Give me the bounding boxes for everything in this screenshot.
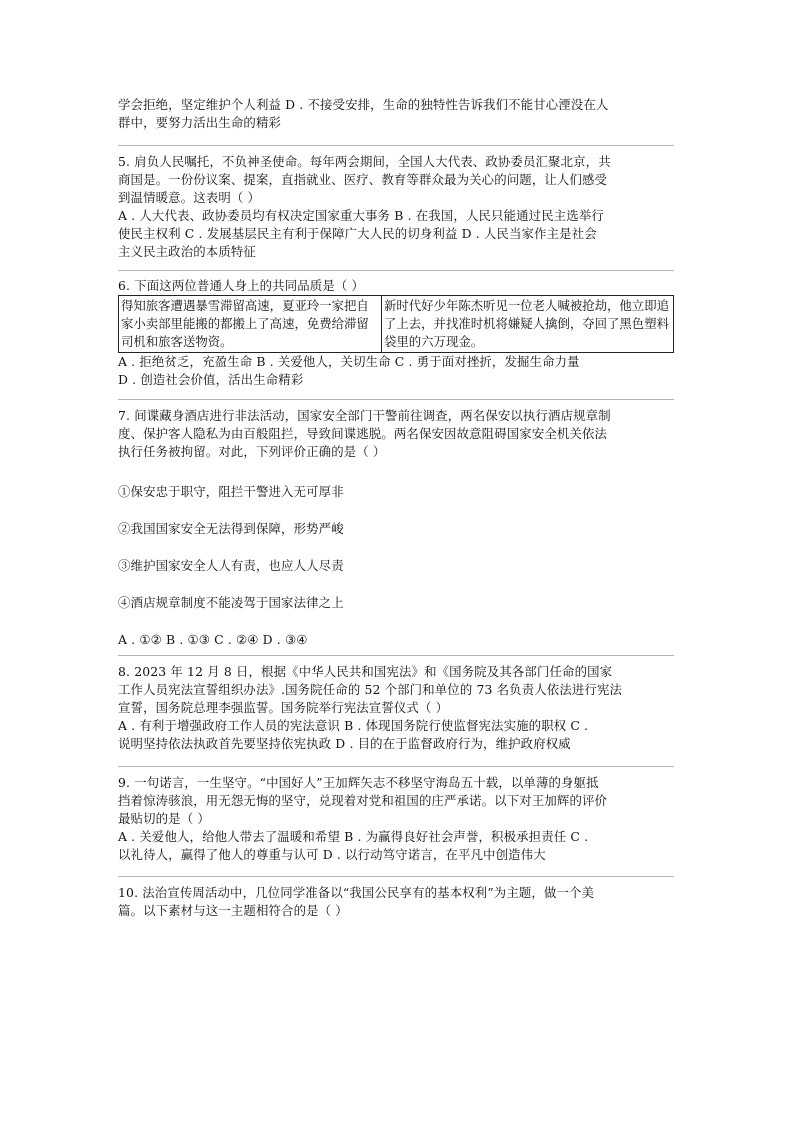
- q10-stem-line-2: 篇。以下素材与这一主题相符合的是（ ）: [118, 903, 348, 918]
- question-divider: [118, 766, 674, 767]
- q6-material-right: 新时代好少年陈杰听见一位老人喊被抢劫，他立即追了上去，并找准时机将嫌疑人擒倒，夺回了黑色塑料袋里的六万现金。: [382, 296, 674, 353]
- q5-options-line-3: 主义民主政治的本质特征: [118, 244, 256, 259]
- q6-material-left: 得知旅客遭遇暴雪滞留高速，夏亚玲一家把自家小卖部里能搬的都搬上了高速，免费给滞留司机和旅客送物资。: [119, 296, 382, 353]
- q9-stem-line-1: 9. 一句诺言，一生坚守。“中国好人”王加辉矢志不移坚守海岛五十载，以单薄的身躯抵: [118, 775, 599, 790]
- q9-options-line-1: A . 关爱他人，给他人带去了温暖和希望 B . 为赢得良好社会声誉，积极承担责任 C .: [118, 829, 589, 844]
- q7-stem-line-2: 度、保护客人隐私为由百般阻拦，导致间谍逃脱。两名保安因故意阻碍国家安全机关依法: [118, 426, 608, 441]
- q6-material-table: [118, 295, 674, 353]
- q8-options-line-1: A . 有利于增强政府工作人员的宪法意识 B . 体现国务院行使监督宪法实施的职权 C .: [118, 718, 589, 733]
- q6-options-line-2: D . 创造社会价值，活出生命精彩: [118, 372, 304, 387]
- q5-options-line-2: 使民主权利 C . 发展基层民主有利于保障广大人民的切身利益 D . 人民当家作主是社会: [118, 226, 597, 241]
- q7-stem-line-3: 执行任务被拘留。对此，下列评价正确的是（ ）: [118, 444, 386, 459]
- q8-stem-line-2: 工作人员宪法宣誓组织办法》.国务院任命的 52 个部门和单位的 73 名负责人依法进行宪法: [118, 682, 623, 697]
- question-8: [118, 663, 674, 753]
- q6-options-line-1: A . 拒绝贫乏，充盈生命 B . 关爱他人，关切生命 C . 勇于面对挫折，发掘生命力量: [118, 354, 580, 369]
- question-divider: [118, 270, 674, 271]
- q7-item-2: ②我国国家安全无法得到保障，形势严峻: [118, 521, 344, 536]
- question-divider: [118, 399, 674, 400]
- q5-stem-line-3: 到温情暖意。这表明（ ）: [118, 190, 261, 205]
- q4-option-line-1: 学会拒绝，坚定维护个人利益 D . 不接受安排，生命的独特性告诉我们不能甘心湮没在人: [118, 97, 609, 112]
- question-divider: [118, 145, 674, 146]
- q7-item-4: ④酒店规章制度不能凌驾于国家法律之上: [118, 595, 344, 610]
- question-6: [118, 277, 674, 389]
- q7-item-1: ①保安忠于职守，阻拦干警进入无可厚非: [118, 484, 344, 499]
- q8-stem-line-3: 宣誓，国务院总理李强监誓。国务院举行宪法宣誓仪式（ ）: [118, 700, 449, 715]
- question-9: [118, 774, 674, 864]
- q5-stem-line-1: 5. 肩负人民嘱托，不负神圣使命。每年两会期间，全国人大代表、政协委员汇聚北京，共: [118, 154, 611, 169]
- q7-item-3: ③维护国家安全人人有责，也应人人尽责: [118, 558, 344, 573]
- question-4-tail: [118, 96, 674, 132]
- q6-stem: 6. 下面这两位普通人身上的共同品质是（ ）: [118, 278, 365, 293]
- question-7: [118, 407, 674, 461]
- question-divider: [118, 876, 674, 877]
- q10-stem-line-1: 10. 法治宣传周活动中，几位同学准备以“我国公民享有的基本权利”为主题，做一个美: [118, 885, 595, 900]
- q9-options-line-2: 以礼待人，赢得了他人的尊重与认可 D . 以行动笃守诺言，在平凡中创造伟大: [118, 847, 546, 862]
- q4-option-line-2: 群中，要努力活出生命的精彩: [118, 115, 282, 130]
- question-5: [118, 153, 674, 261]
- question-10: [118, 884, 674, 920]
- q5-stem-line-2: 商国是。一份份议案、提案，直指就业、医疗、教育等群众最为关心的问题，让人们感受: [118, 172, 608, 187]
- q5-options-line-1: A . 人大代表、政协委员均有权决定国家重大事务 B . 在我国，人民只能通过民主选举行: [118, 208, 604, 223]
- question-divider: [118, 655, 674, 656]
- q9-stem-line-3: 最贴切的是（ ）: [118, 811, 210, 826]
- q9-stem-line-2: 挡着惊涛骇浪，用无怨无悔的坚守，兑现着对党和祖国的庄严承诺。以下对王加辉的评价: [118, 793, 608, 808]
- q8-options-line-2: 说明坚持依法执政首先要坚持依宪执政 D . 目的在于监督政府行为，维护政府权威: [118, 736, 571, 751]
- q7-stem-line-1: 7. 间谍藏身酒店进行非法活动，国家安全部门干警前往调查，两名保安以执行酒店规章制: [118, 408, 611, 423]
- q7-options: A . ①② B . ①③ C . ②④ D . ③④: [118, 632, 308, 647]
- q8-stem-line-1: 8. 2023 年 12 月 8 日，根据《中华人民共和国宪法》和《国务院及其各部门任命的国家: [118, 664, 613, 679]
